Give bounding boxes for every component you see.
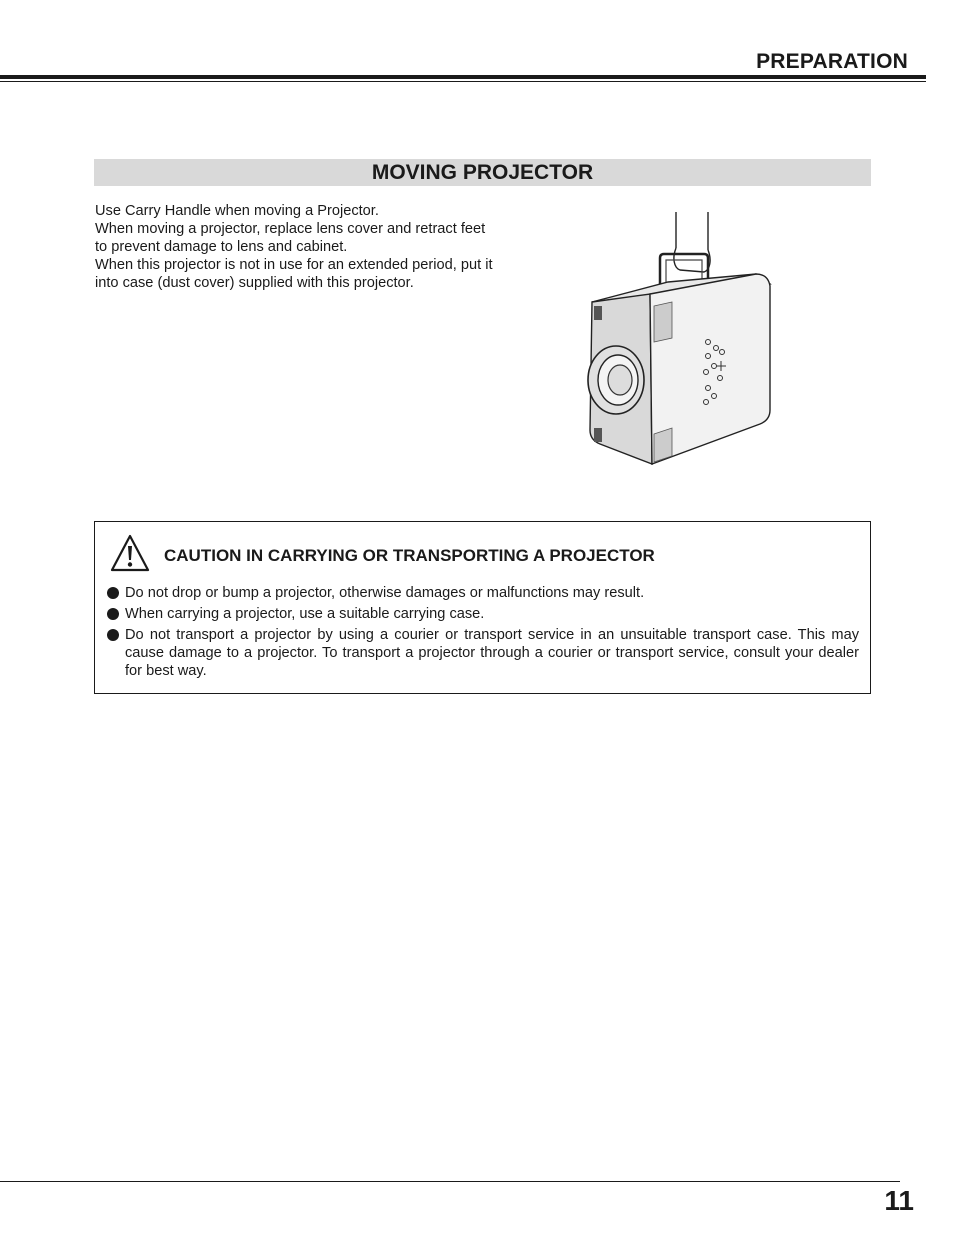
intro-text — [95, 202, 500, 292]
projector-carry-illustration — [580, 210, 780, 475]
page-number: 11 — [884, 1185, 914, 1216]
caution-item-text: When carrying a projector, use a suitable carrying case. — [125, 606, 485, 622]
warning-triangle-icon — [110, 534, 150, 572]
intro-paragraph-3: When this projector is not in use for an extended period, put it into case (dust cover) supplied with this projector. — [95, 257, 493, 291]
section-header-title: PREPARATION — [756, 50, 908, 73]
caution-box — [94, 521, 871, 694]
footer-rule — [0, 1181, 900, 1182]
caution-title: CAUTION IN CARRYING OR TRANSPORTING A PROJECTOR — [164, 546, 655, 565]
bullet-icon — [107, 608, 119, 620]
caution-list — [107, 584, 859, 683]
caution-item-text: Do not transport a projector by using a courier or transport service in an unsuitable transport case. This may cause damage to a projector. To transport a projector through a courier or transport service, consult your dealer for best way. — [125, 627, 859, 679]
caution-item-text: Do not drop or bump a projector, otherwise damages or malfunctions may result. — [125, 585, 645, 601]
header-rule-thick — [0, 75, 926, 79]
caution-item — [107, 584, 859, 602]
section-title-bar: MOVING PROJECTOR — [94, 159, 871, 186]
bullet-icon — [107, 629, 119, 641]
caution-item — [107, 626, 859, 680]
bullet-icon — [107, 587, 119, 599]
header-rule-thin — [0, 81, 926, 82]
caution-item — [107, 605, 859, 623]
intro-paragraph-2: When moving a projector, replace lens cover and retract feet to prevent damage to lens and cabinet. — [95, 221, 486, 255]
intro-paragraph-1: Use Carry Handle when moving a Projector. — [95, 203, 379, 219]
